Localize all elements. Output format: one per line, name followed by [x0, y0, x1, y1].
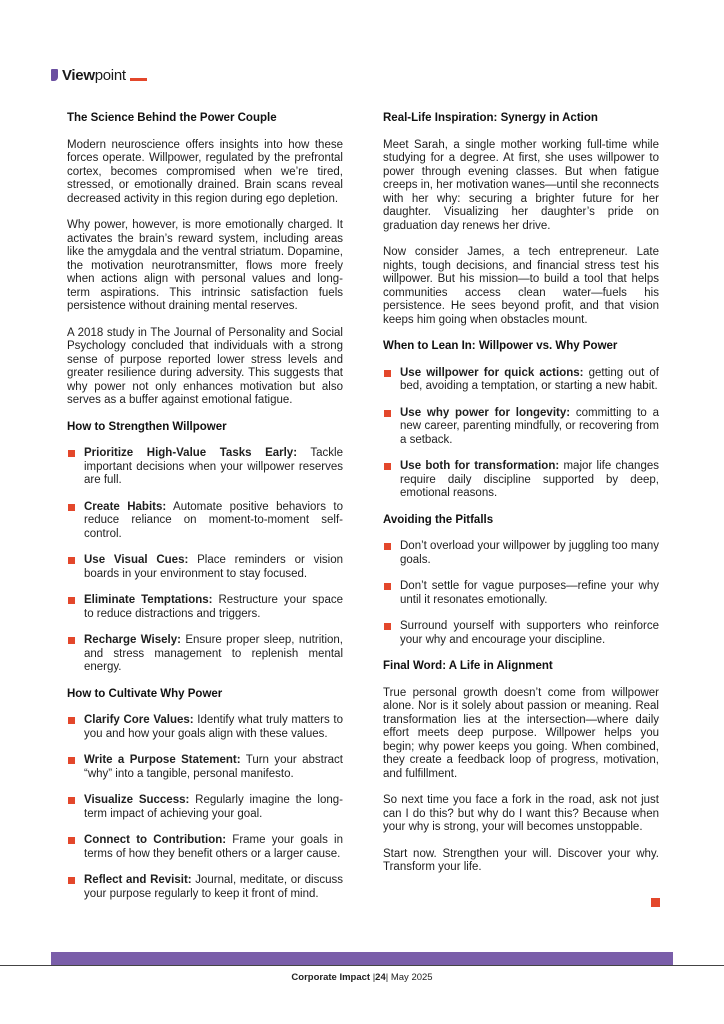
footer-accent-bar [51, 952, 673, 966]
list-item: Visualize Success: Regularly imagine the long-term impact of achieving your goal. [67, 794, 343, 821]
list-item: Use both for transformation: major life changes require daily discipline supported by deep, emotional reasons. [383, 460, 659, 501]
footer-divider [0, 965, 724, 966]
list-item: Clarify Core Values: Identify what truly matters to you and how your goals align with these values. [67, 714, 343, 741]
list-item: Don’t settle for vague purposes—refine your why until it resonates emotionally. [383, 580, 659, 607]
list-item: Use why power for longevity: committing to a new career, parenting mindfully, or recovering from a setback. [383, 407, 659, 448]
list-item: Write a Purpose Statement: Turn your abstract “why” into a tangible, personal manifesto. [67, 754, 343, 781]
issue-date: May 2025 [390, 972, 433, 983]
logo-mark-icon [51, 69, 58, 81]
list-item: Create Habits: Automate positive behaviors to reduce reliance on moment-to-moment self-control. [67, 501, 343, 542]
final-heading: Final Word: A Life in Alignment [383, 660, 553, 672]
list-item: Reflect and Revisit: Journal, meditate, or discuss your purpose regularly to keep it front of mind. [67, 874, 343, 901]
list-item: Use Visual Cues: Place reminders or vision boards in your environment to stay focused. [67, 554, 343, 581]
viewpoint-logo [51, 66, 147, 84]
right-column [383, 112, 659, 888]
logo-text: Viewpoint [62, 66, 126, 84]
list-item: Recharge Wisely: Ensure proper sleep, nutrition, and stress management to replenish mental energy. [67, 634, 343, 675]
logo-accent-bar [130, 78, 147, 81]
willpower-heading: How to Strengthen Willpower [67, 420, 227, 433]
pitfalls-heading: Avoiding the Pitfalls [383, 513, 494, 526]
science-paragraph-2: Why power, however, is more emotionally charged. It activates the brain’s reward system, including areas like the amygdala and the ventral striatum. Dopamine, the motivation neurotransmitter, flows more freely when actions align with personal values and long-term aspirations. This intrinsic satisfaction fuels persistence without draining mental reserves. [67, 219, 343, 312]
lean-list [383, 367, 659, 501]
list-item: Connect to Contribution: Frame your goals in terms of how they benefit others or a larger cause. [67, 834, 343, 861]
inspiration-heading: Real-Life Inspiration: Synergy in Action [383, 112, 598, 124]
list-item: Don’t overload your willpower by juggling too many goals. [383, 540, 659, 567]
left-column [67, 112, 343, 914]
list-item: Use willpower for quick actions: getting out of bed, avoiding a temptation, or starting a new habit. [383, 367, 659, 394]
final-paragraph-1: True personal growth doesn’t come from willpower alone. Nor is it solely about passion or meaning. Real transformation lies at the intersection—where daily effort meets deep purpose. Willpower helps you begin; why power keeps you going. When combined, they create a feedback loop of progress, motivation, and fulfillment. [383, 686, 659, 780]
science-heading: The Science Behind the Power Couple [67, 112, 277, 124]
whypower-list [67, 714, 343, 901]
whypower-heading: How to Cultivate Why Power [67, 687, 223, 700]
final-paragraph-2: So next time you face a fork in the road, ask not just can I do this? but why do I want this? Because when your why is strong, your will becomes unstoppable. [383, 794, 659, 833]
list-item: Eliminate Temptations: Restructure your space to reduce distractions and triggers. [67, 594, 343, 621]
end-mark-icon [651, 898, 660, 907]
footer-separator: | [372, 972, 376, 983]
inspiration-paragraph-1: Meet Sarah, a single mother working full-time while studying for a degree. At first, she uses willpower to power through evening classes. But when fatigue creeps in, her motivation wanes—until she reconnects with her why: securing a brighter future for her daughter. Visualizing her daughter’s pride on graduation day renews her drive. [383, 138, 659, 232]
science-paragraph-1: Modern neuroscience offers insights into how these forces operate. Willpower, regulated by the prefrontal cortex, becomes compromised when we’re tired, stressed, or emotionally drained. Brain scans reveal decreased activity in this region during ego depletion. [67, 138, 343, 205]
final-paragraph-3: Start now. Strengthen your will. Discover your why. Transform your life. [383, 847, 659, 873]
page-number: 24 [375, 972, 386, 983]
page-footer [0, 972, 724, 983]
footer-separator: | [385, 972, 389, 983]
lean-heading: When to Lean In: Willpower vs. Why Power [383, 340, 618, 352]
science-paragraph-3: A 2018 study in The Journal of Personality and Social Psychology concluded that individuals with a strong sense of purpose reported lower stress levels and greater resilience during adversity. This suggests that why power not only enhances motivation but also serves as a buffer against emotional fatigue. [67, 326, 343, 406]
inspiration-paragraph-2: Now consider James, a tech entrepreneur. Late nights, tough decisions, and financial stress test his willpower. But his mission—to build a tool that helps communities access clean water—fuels his persistence. He sees beyond profit, and that vision keeps him going when obstacles mount. [383, 246, 659, 326]
list-item: Surround yourself with supporters who reinforce your why and encourage your discipline. [383, 620, 659, 647]
pitfalls-list [383, 540, 659, 647]
willpower-list [67, 447, 343, 675]
publication-name: Corporate Impact [291, 972, 371, 983]
list-item: Prioritize High-Value Tasks Early: Tackle important decisions when your willpower reserves are full. [67, 447, 343, 488]
